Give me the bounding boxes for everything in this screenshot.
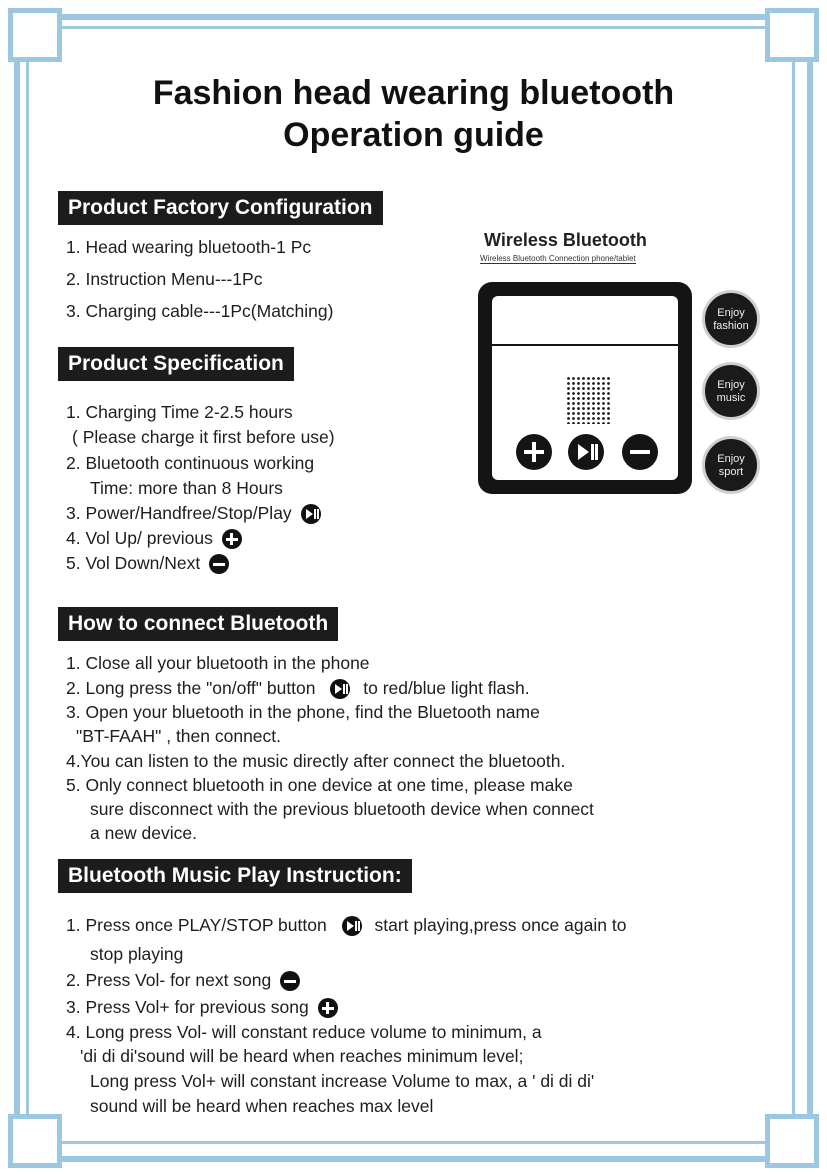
list-item xyxy=(66,551,229,575)
plus-icon xyxy=(516,434,552,470)
list-item-text: 3. Power/Handfree/Stop/Play xyxy=(66,503,292,523)
list-item: Time: more than 8 Hours xyxy=(90,478,283,498)
list-item-text: 4. Vol Up/ previous xyxy=(66,528,213,548)
device-panel xyxy=(492,296,678,480)
enjoy-label: Enjoy xyxy=(717,379,745,391)
list-item: 1. Close all your bluetooth in the phone xyxy=(66,653,370,673)
list-item-text: 5. Vol Down/Next xyxy=(66,553,201,573)
plus-icon xyxy=(318,998,338,1018)
list-item-text: 1. Press once PLAY/STOP button xyxy=(66,915,327,935)
list-item xyxy=(66,913,626,937)
device-illustration xyxy=(478,282,692,494)
enjoy-label: fashion xyxy=(713,320,749,332)
enjoy-label: Enjoy xyxy=(717,307,745,319)
page-subtitle: Operation guide xyxy=(283,116,544,154)
speaker-grille-icon xyxy=(566,376,610,424)
list-item: 'di di di'sound will be heard when reaches minimum level; xyxy=(80,1046,524,1066)
section-header-music: Bluetooth Music Play Instruction: xyxy=(58,859,412,893)
list-item: ( Please charge it first before use) xyxy=(72,427,335,447)
minus-icon xyxy=(622,434,658,470)
list-item: 1. Charging Time 2-2.5 hours xyxy=(66,402,293,422)
section-header-config: Product Factory Configuration xyxy=(58,191,383,225)
list-item: 5. Only connect bluetooth in one device at one time, please make xyxy=(66,775,573,795)
list-item-text: start playing,press once again to xyxy=(374,915,627,935)
enjoy-badge xyxy=(702,290,760,348)
list-item: Long press Vol+ will constant increase Volume to max, a ' di di di' xyxy=(90,1071,595,1091)
play-pause-icon xyxy=(568,434,604,470)
play-pause-icon xyxy=(301,504,321,524)
list-item: a new device. xyxy=(90,823,198,843)
enjoy-badge xyxy=(702,362,760,420)
list-item xyxy=(66,526,242,550)
list-item xyxy=(66,968,300,992)
list-item-text: to red/blue light flash. xyxy=(363,678,530,698)
enjoy-label: music xyxy=(716,392,746,404)
corner-ornament xyxy=(8,8,62,62)
list-item: 4. Long press Vol- will constant reduce volume to minimum, a xyxy=(66,1022,542,1042)
list-item: 2. Instruction Menu---1Pc xyxy=(66,269,263,289)
corner-ornament xyxy=(765,8,819,62)
minus-icon xyxy=(209,554,229,574)
list-item: 1. Head wearing bluetooth-1 Pc xyxy=(66,237,312,257)
list-item xyxy=(66,995,338,1019)
list-item: 4.You can listen to the music directly after connect the bluetooth. xyxy=(66,751,566,771)
section-header-spec: Product Specification xyxy=(58,347,294,381)
list-item-text: 3. Press Vol+ for previous song xyxy=(66,997,309,1017)
section-header-connect: How to connect Bluetooth xyxy=(58,607,338,641)
play-pause-icon xyxy=(342,916,362,936)
corner-ornament xyxy=(765,1114,819,1168)
list-item: "BT-FAAH" , then connect. xyxy=(76,726,282,746)
diagram-subtitle: Wireless Bluetooth Connection phone/tablet xyxy=(480,254,636,263)
list-item: stop playing xyxy=(90,944,184,964)
list-item: 2. Bluetooth continuous working xyxy=(66,453,315,473)
plus-icon xyxy=(222,529,242,549)
list-item: sound will be heard when reaches max level xyxy=(90,1096,434,1116)
divider xyxy=(492,344,678,346)
list-item: 3. Charging cable---1Pc(Matching) xyxy=(66,301,334,321)
enjoy-badge xyxy=(702,436,760,494)
list-item: sure disconnect with the previous bluetooth device when connect xyxy=(90,799,594,819)
enjoy-label: sport xyxy=(718,466,744,478)
list-item-text: 2. Long press the "on/off" button xyxy=(66,678,316,698)
page-title: Fashion head wearing bluetooth xyxy=(152,74,675,112)
play-pause-icon xyxy=(330,679,350,699)
list-item xyxy=(66,501,321,525)
diagram-title: Wireless Bluetooth xyxy=(484,230,647,250)
minus-icon xyxy=(280,971,300,991)
list-item xyxy=(66,676,530,700)
enjoy-label: Enjoy xyxy=(717,453,745,465)
list-item: 3. Open your bluetooth in the phone, find the Bluetooth name xyxy=(66,702,540,722)
list-item-text: 2. Press Vol- for next song xyxy=(66,970,272,990)
corner-ornament xyxy=(8,1114,62,1168)
